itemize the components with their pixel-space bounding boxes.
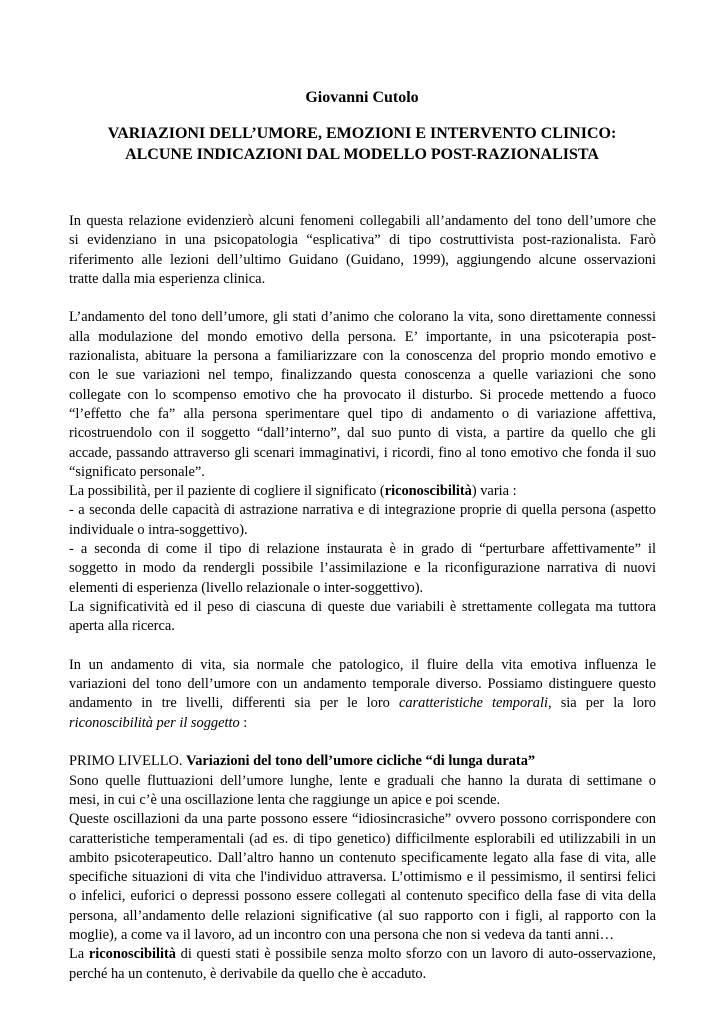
text-line: soggetto in modo da rendergli possibile l’assimilazione e la riconfigurazione narrativa di nuovi	[69, 560, 656, 577]
text-line: specifiche situazioni di vita che l'individuo attraversa. L’ottimismo e il pessimismo, il sentirsi felici	[69, 869, 656, 886]
text-line: perché ha un contenuto, è derivabile da quello che è accaduto.	[69, 965, 427, 982]
text-line	[69, 945, 656, 964]
paragraph-gap	[69, 637, 656, 656]
text-line: ambito psicoterapeutico. Dall’altro hanno un contenuto specificamente legato alla fase di vita, alle	[69, 849, 656, 866]
document-body	[69, 212, 656, 984]
text-run: La	[69, 946, 89, 963]
text-line: accade, passando attraverso gli scenari immaginativi, i ricordi, fino al tono emotivo che fonda il suo	[69, 444, 656, 461]
text-line: Sono quelle fluttuazioni dell’umore lunghe, lente e graduali che hanno la durata di settimane o	[69, 772, 656, 789]
text-line: razionalista, abituare la persona a familiarizzare con la conoscenza del proprio mondo emotivo e	[69, 348, 656, 365]
text-line: elementi di esperienza (livello relazionale o inter-soggettivo).	[69, 579, 424, 596]
text-line: In un andamento di vita, sia normale che patologico, il fluire della vita emotiva influenza le	[69, 656, 656, 673]
text-line: o infelici, euforici o depressi possono essere collegati al contenuto specifico della fase di vita della	[69, 888, 656, 905]
italic-term: riconoscibilità per il soggetto	[69, 714, 240, 731]
text-line: caratteristiche temperamentali (ad es. di tipo genetico) difficilmente esplorabili ed utilizzabili in un	[69, 830, 656, 847]
text-line: individuale o intra-soggettivo).	[69, 521, 248, 538]
title-line: ALCUNE INDICAZIONI DAL MODELLO POST-RAZIONALISTA	[125, 146, 599, 163]
text-line: La significatività ed il peso di ciascuna di queste due variabili è strettamente collegata ma tuttora	[69, 598, 656, 615]
text-line: persona, all’andamento delle relazioni significative (al suo rapporto con i figli, al rapporto con la	[69, 907, 656, 924]
text-run: :	[239, 714, 248, 731]
text-line: “l’effetto che fa” alla persona sperimentare quel tipo di andamento o di variazione affettiva,	[69, 405, 656, 422]
document-title	[40, 123, 684, 165]
text-line: tratte dalla mia esperienza clinica.	[69, 270, 266, 287]
text-line	[69, 694, 656, 713]
text-run: di questi stati è possibile senza molto sforzo con un lavoro di auto-osservazione,	[176, 946, 656, 963]
author-name: Giovanni Cutolo	[305, 89, 419, 106]
text-line: - a seconda di come il tipo di relazione instaurata è in grado di “perturbare affettivamente” il	[69, 541, 656, 558]
text-line: alla modulazione del mondo emotivo della persona. E’ importante, in una psicoterapia post-	[69, 328, 656, 345]
text-line: aperta alla ricerca.	[69, 618, 175, 635]
text-line: collegate con lo scompenso emotivo che ha provocato il disturbo. Si procede mettendo a fuoco	[69, 386, 656, 403]
text-line: moglie), a come va il lavoro, ad un incontro con una persona che non si vedeva da tanti anni…	[69, 926, 615, 943]
section-prefix: PRIMO LIVELLO.	[69, 753, 187, 770]
text-line: riferimento alle lezioni dell’ultimo Guidano (Guidano, 1999), aggiungendo alcune osservazioni	[69, 251, 656, 268]
section-title: Variazioni del tono dell’umore cicliche “di lunga durata”	[186, 753, 536, 770]
text-line: L’andamento del tono dell’umore, gli stati d’animo che colorano la vita, sono direttamente connessi	[69, 309, 656, 326]
paragraph-gap	[69, 289, 656, 308]
text-line: mesi, in cui c’è una oscillazione lenta che raggiunge un apice e poi scende.	[69, 791, 501, 808]
text-line: con le sue variazioni nel tempo, finalizzando questa conoscenza a quelle variazioni che sono	[69, 367, 656, 384]
text-line	[69, 482, 656, 501]
bold-term: riconoscibilità	[88, 946, 176, 963]
italic-term: caratteristiche temporali	[398, 695, 548, 712]
text-run: andamento in tre livelli, differenti sia per le loro	[69, 695, 399, 712]
bold-term: riconoscibilità	[384, 483, 472, 500]
text-line: - a seconda delle capacità di astrazione narrativa e di integrazione proprie di quella persona (aspetto	[69, 502, 656, 519]
text-line: “significato personale”.	[69, 463, 205, 480]
title-line: VARIAZIONI DELL’UMORE, EMOZIONI E INTERVENTO CLINICO:	[107, 125, 617, 142]
text-run: ) varia :	[471, 483, 517, 500]
text-line: Queste oscillazioni da una parte possono essere “idiosincrasiche” ovvero possono corrispondere con	[69, 811, 656, 828]
text-line: ricostruendolo con il soggetto “dall’interno”, dal suo punto di vista, a partire da quello che gli	[69, 425, 656, 442]
paragraph-gap	[69, 733, 656, 752]
text-run: La possibilità, per il paziente di cogliere il significato (	[69, 483, 385, 500]
section-heading	[69, 752, 656, 771]
text-run: , sia per la loro	[547, 695, 656, 712]
text-line: In questa relazione evidenzierò alcuni fenomeni collegabili all’andamento del tono dell’umore che	[69, 213, 656, 229]
text-line: variazioni del tono dell’umore con un andamento temporale diverso. Possiamo distinguere questo	[69, 676, 656, 693]
text-line	[69, 714, 656, 733]
text-line: si evidenziano in una psicopatologia “esplicativa” di tipo costruttivista post-razionalista. Farò	[69, 232, 656, 249]
